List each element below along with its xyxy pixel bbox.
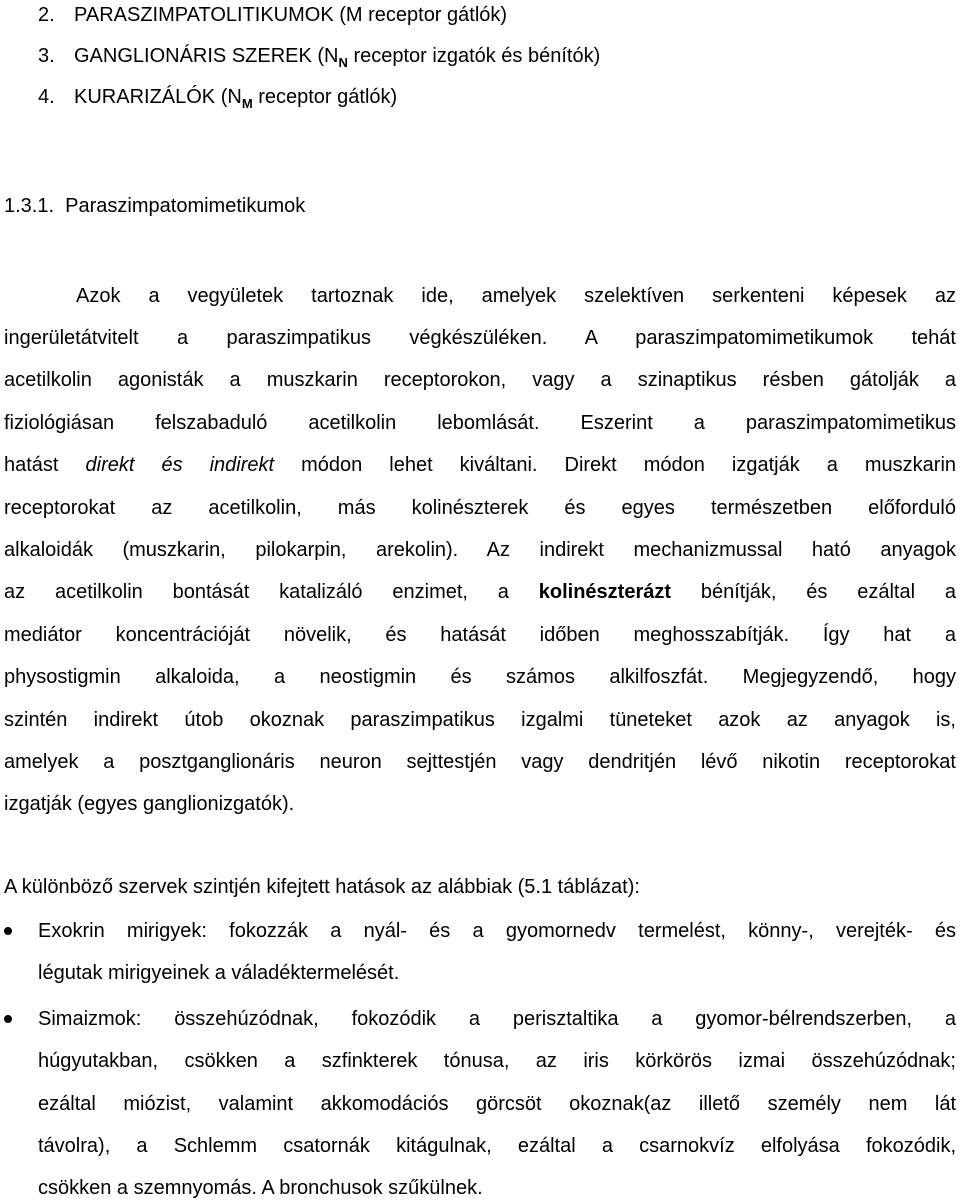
section-heading	[4, 194, 305, 218]
italic-text: és	[161, 454, 183, 476]
list-item	[38, 3, 507, 27]
paragraph-line: Azok a vegyületek tartoznak ide, amelyek szelektíven serkenteni képesek az	[76, 285, 956, 307]
list-text: PARASZIMPATOLITIKUMOK (M receptor gátlók)	[74, 4, 508, 26]
bullet-icon	[4, 927, 12, 935]
paragraph-line: izgatják (egyes ganglionizgatók).	[4, 793, 295, 815]
list-number: 4.	[38, 86, 55, 108]
bullet-line: Simaizmok: összehúzódnak, fokozódik a perisztaltika a gyomor-bélrendszerben, a	[38, 1008, 956, 1030]
subscript: N	[338, 55, 348, 70]
paragraph-line: acetilkolin agonisták a muszkarin receptorokon, vagy a szinaptikus résben gátolják a	[4, 369, 956, 391]
paragraph-line: mediátor koncentrációját növelik, és hatását időben meghosszabítják. Így hat a	[4, 624, 956, 646]
subscript: M	[241, 96, 253, 111]
bullet-line: Exokrin mirigyek: fokozzák a nyál- és a gyomornedv termelést, könny-, verejték- és	[38, 920, 956, 942]
paragraph-line: alkaloidák (muszkarin, pilokarpin, arekolin). Az indirekt mechanizmussal ható anyagok	[4, 539, 956, 561]
list-text-end: receptor izgatók és bénítók)	[347, 45, 601, 67]
italic-text: direkt	[85, 454, 135, 476]
bullet-line: csökken a szemnyomás. A bronchusok szűkülnek.	[38, 1177, 483, 1199]
paragraph-line: physostigmin alkaloida, a neostigmin és számos alkilfoszfát. Megjegyzendő, hogy	[4, 666, 956, 688]
bullet-line: távolra), a Schlemm csatornák kitágulnak, ezáltal a csarnokvíz elfolyása fokozódik,	[38, 1135, 956, 1157]
paragraph-line	[4, 580, 956, 604]
bullet-line: ezáltal miózist, valamint akkomodációs görcsöt okoznak(az illető személy nem lát	[38, 1093, 956, 1115]
list-text-end: receptor gátlók)	[252, 86, 398, 108]
text-run	[134, 454, 161, 476]
paragraph-line: szintén indirekt útob okoznak paraszimpatikus izgalmi tüneteket azok az anyagok is,	[4, 709, 956, 731]
section-title: Paraszimpatomimetikumok	[65, 195, 306, 217]
text-run: bénítják, és ezáltal a	[671, 581, 956, 603]
list-text: GANGLIONÁRIS SZEREK (N	[74, 45, 339, 67]
bold-term: kolinészterázt	[538, 581, 672, 603]
paragraph-line: ingerületátvitelt a paraszimpatikus végkészüléken. A paraszimpatomimetikumok tehát	[4, 327, 956, 349]
list-item	[38, 85, 397, 111]
bullet-line: légutak mirigyeinek a váladéktermelését.	[38, 962, 400, 984]
paragraph-line	[4, 453, 956, 477]
list-number: 2.	[38, 4, 55, 26]
list-item	[38, 44, 600, 70]
section-number: 1.3.1.	[4, 195, 55, 217]
list-text: KURARIZÁLÓK (N	[74, 86, 242, 108]
italic-text: indirekt	[209, 454, 275, 476]
paragraph-line: receptorokat az acetilkolin, más kolinészterek és egyes természetben előforduló	[4, 497, 956, 519]
text-run: hatást	[4, 454, 86, 476]
list-number: 3.	[38, 45, 55, 67]
text-run	[183, 454, 210, 476]
intro-text: A különböző szervek szintjén kifejtett hatások az alábbiak (5.1 táblázat):	[4, 876, 640, 898]
bullet-line: húgyutakban, csökken a szfinkterek tónusa, az iris körkörös izmai összehúzódnak;	[38, 1050, 956, 1072]
text-run: az acetilkolin bontását katalizáló enzimet, a	[4, 581, 539, 603]
paragraph-line: fiziológiásan felszabaduló acetilkolin lebomlását. Eszerint a paraszimpatomimetikus	[4, 412, 956, 434]
bullet-icon	[4, 1015, 12, 1023]
text-run: módon lehet kiváltani. Direkt módon izgatják a muszkarin	[274, 454, 957, 476]
paragraph-line: amelyek a posztganglionáris neuron sejttestjén vagy dendritjén lévő nikotin receptorokat	[4, 751, 956, 773]
